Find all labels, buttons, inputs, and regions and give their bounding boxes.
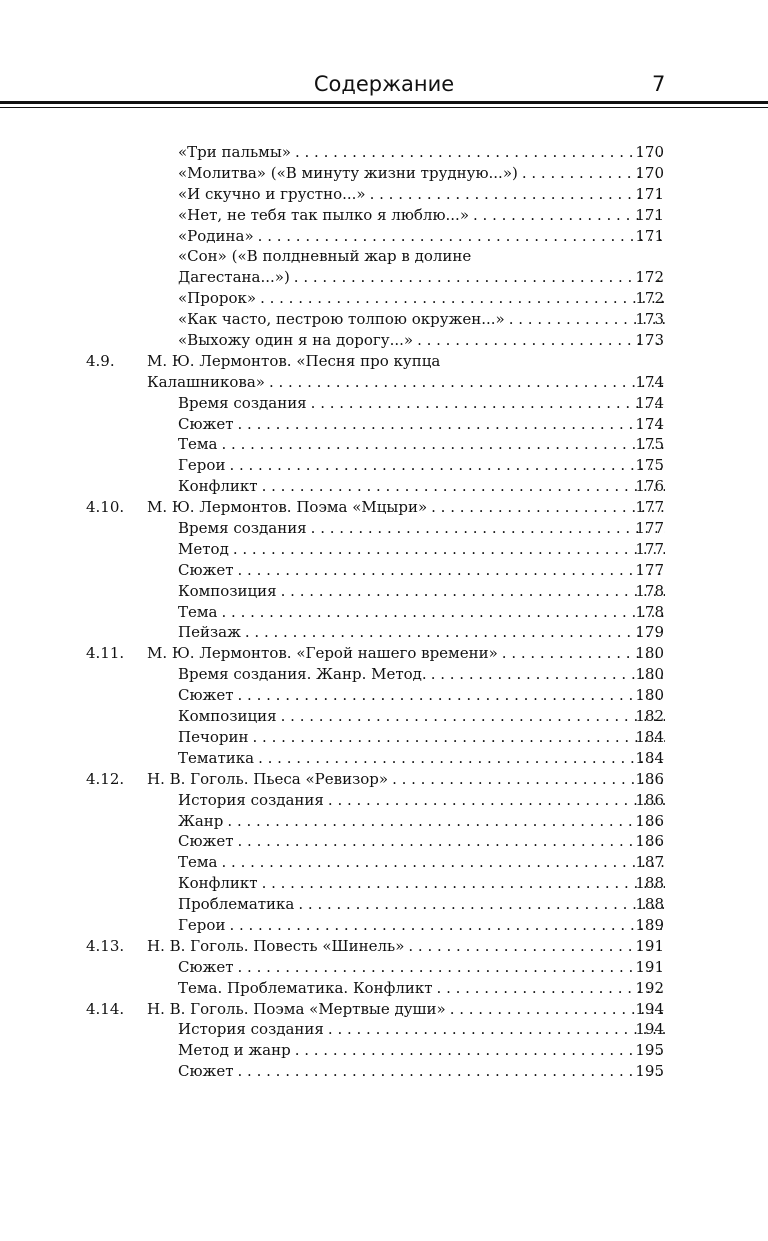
toc-entry [0,957,768,978]
table-of-contents [0,142,768,1082]
toc-section-number: 4.12. [86,769,125,788]
toc-entry-title: Композиция [178,581,277,600]
toc-page-number: 177 [635,560,664,579]
toc-entry-title: Конфликт [178,874,258,893]
toc-entry-title: Сюжет [178,686,234,705]
dot-leader [229,455,665,476]
toc-entry-text-wrap [178,581,665,602]
toc-section-entry [0,769,768,790]
toc-entry-text-wrap [178,852,665,873]
dot-leader [238,831,665,852]
toc-entry-title: «Как часто, пестрою толпою окружен...» [178,310,505,329]
toc-page-number: 174 [635,414,664,433]
toc-entry-text-wrap [178,831,665,852]
toc-page-number: 192 [635,978,664,997]
toc-page-number: 195 [635,1062,664,1081]
toc-page-number: 177 [635,498,664,517]
toc-entry-text-wrap [178,539,665,560]
toc-page-number: 194 [635,1020,664,1039]
toc-entry-title: М. Ю. Лермонтов. Поэма «Мцыри» [147,498,428,517]
toc-entry-text-wrap [178,184,665,205]
toc-page-number: 177 [635,539,664,558]
toc-entry-title: Сюжет [178,560,234,579]
toc-entry-text-wrap [178,727,665,748]
toc-entry [0,560,768,581]
toc-entry-text-wrap [178,602,665,623]
toc-entry-title: Тема [178,602,218,621]
toc-entry [0,873,768,894]
toc-entry-text-wrap [178,664,665,685]
dot-leader [392,769,665,790]
toc-entry [0,685,768,706]
toc-page-number: 180 [635,686,664,705]
toc-entry-title: М. Ю. Лермонтов. «Песня про купца [147,351,441,370]
toc-entry-title: Сюжет [178,414,234,433]
toc-entry [0,831,768,852]
toc-entry-title: Метод [178,539,229,558]
toc-entry-title: Тема [178,435,218,454]
toc-entry [0,455,768,476]
toc-entry-text-wrap [178,790,665,811]
toc-page-number: 172 [635,289,664,308]
dot-leader [295,142,665,163]
toc-entry-title: Композиция [178,707,277,726]
toc-page-number: 189 [635,915,664,934]
toc-entry-text-wrap [178,978,665,999]
toc-entry-title: Н. В. Гоголь. Повесть «Шинель» [147,936,405,955]
dot-leader [229,915,665,936]
toc-page-number: 187 [635,853,664,872]
toc-entry-title: Сюжет [178,1062,234,1081]
toc-page-number: 170 [635,143,664,161]
toc-page-number: 176 [635,477,664,496]
toc-entry-text-wrap [147,936,665,957]
toc-entry [0,978,768,999]
toc-entry-title: «Сон» («В полдневный жар в долине [178,247,472,266]
dot-leader [262,476,665,497]
toc-entry-title: «Три пальмы» [178,143,291,161]
toc-entry-text-wrap [178,748,665,769]
toc-entry-title: Тема [178,853,218,872]
toc-entry-title: Тема. Проблематика. Конфликт [178,978,433,997]
toc-entry-title: Тематика [178,748,255,767]
toc-entry [0,414,768,435]
toc-entry-title: История создания [178,790,324,809]
toc-entry-title: «Выхожу один я на дорогу...» [178,331,414,350]
toc-entry-title: Герои [178,915,226,934]
dot-leader [222,602,666,623]
toc-page-number: 174 [635,393,664,412]
toc-entry-text-wrap [178,393,665,414]
toc-entry [0,581,768,602]
dot-leader [222,852,666,873]
toc-page-number: 195 [635,1041,664,1060]
toc-page-number: 173 [635,331,664,350]
toc-entry [0,852,768,873]
page-number: 7 [652,72,666,96]
toc-entry-title: Время создания [178,393,307,412]
toc-entry-text-wrap [178,455,665,476]
toc-entry [0,163,768,184]
toc-entry-title: Время создания [178,519,307,538]
toc-entry [0,393,768,414]
toc-entry [0,288,768,309]
toc-entry-title: Герои [178,456,226,475]
toc-entry-text-wrap [178,685,665,706]
toc-entry-title: Сюжет [178,832,234,851]
toc-entry-text-wrap [178,1019,665,1040]
toc-section-entry [0,497,768,518]
toc-section-entry [0,372,768,393]
dot-leader [311,518,665,539]
toc-entry-title: Время создания. Жанр. Метод. [178,665,427,684]
toc-entry-text-wrap [147,643,665,664]
toc-entry [0,309,768,330]
toc-page-number: 188 [635,895,664,914]
toc-entry [0,226,768,247]
toc-page-number: 171 [635,184,664,203]
toc-page-number: 177 [635,519,664,538]
toc-page-number: 171 [635,205,664,224]
toc-entry-text-wrap [178,226,665,247]
dot-leader [227,811,665,832]
toc-section-entry [0,999,768,1020]
toc-entry-text-wrap [178,560,665,581]
toc-entry-title: Калашникова» [147,372,265,391]
toc-entry-title: «Пророк» [178,289,257,308]
toc-entry-title: Конфликт [178,477,258,496]
dot-leader [328,790,665,811]
dot-leader [269,372,665,393]
toc-entry [0,330,768,351]
toc-entry-title: «И скучно и грустно...» [178,184,366,203]
dot-leader [222,434,666,455]
toc-entry [0,790,768,811]
toc-section-number: 4.13. [86,936,125,955]
toc-entry [0,602,768,623]
toc-page-number: 173 [635,310,664,329]
toc-page-number: 178 [635,602,664,621]
toc-entry [0,518,768,539]
toc-entry-title: Жанр [178,811,224,830]
toc-entry [0,664,768,685]
toc-entry-title: Пейзаж [178,623,241,642]
toc-entry [0,811,768,832]
dot-leader [311,393,665,414]
toc-page-number: 178 [635,581,664,600]
toc-entry-text-wrap [147,999,665,1020]
toc-entry [0,1019,768,1040]
toc-entry [0,205,768,226]
toc-entry-text-wrap [178,205,665,226]
toc-section-entry [0,351,768,372]
toc-page-number: 194 [635,999,664,1018]
dot-leader [281,706,665,727]
toc-page-number: 182 [635,707,664,726]
toc-page-number: 186 [635,769,664,788]
toc-entry-text-wrap [178,434,665,455]
toc-page-number: 180 [635,665,664,684]
toc-entry-text-wrap [178,811,665,832]
toc-page-number: 184 [635,748,664,767]
toc-entry [0,622,768,643]
toc-entry-text-wrap [147,497,665,518]
header-rule-thick [0,101,768,104]
toc-page-number: 191 [635,936,664,955]
dot-leader [370,184,665,205]
toc-page-number: 179 [635,623,664,642]
toc-entry [0,246,768,267]
toc-section-number: 4.11. [86,644,125,663]
dot-leader [281,581,665,602]
toc-page-number: 174 [635,372,664,391]
dot-leader [417,330,665,351]
dot-leader [253,727,665,748]
toc-entry-text-wrap [178,163,665,184]
toc-entry-text-wrap [178,414,665,435]
dot-leader [298,894,665,915]
toc-entry-text-wrap [178,309,665,330]
dot-leader [233,539,665,560]
toc-entry-title: Сюжет [178,957,234,976]
toc-entry-text-wrap [147,372,665,393]
toc-entry-text-wrap [178,142,665,163]
toc-page-number: 191 [635,957,664,976]
toc-entry [0,267,768,288]
toc-page-number: 186 [635,790,664,809]
dot-leader [328,1019,665,1040]
dot-leader [238,1061,665,1082]
page-title: Содержание [313,72,455,96]
toc-entry [0,434,768,455]
page-header [0,0,768,110]
dot-leader [258,748,665,769]
dot-leader [258,226,665,247]
toc-page-number: 172 [635,268,664,287]
toc-entry-title: История создания [178,1020,324,1039]
toc-entry-text-wrap [147,769,665,790]
toc-entry-title: М. Ю. Лермонтов. «Герой нашего времени» [147,644,498,663]
toc-entry [0,748,768,769]
dot-leader [295,1040,665,1061]
toc-entry-text-wrap [147,351,440,372]
toc-entry [0,706,768,727]
toc-entry-text-wrap [178,1040,665,1061]
toc-entry-title: «Нет, не тебя так пылко я люблю...» [178,205,469,224]
dot-leader [238,560,665,581]
toc-entry-title: «Молитва» («В минуту жизни трудную...») [178,163,518,182]
toc-entry-text-wrap [178,330,665,351]
dot-leader [260,288,665,309]
toc-entry-title: «Родина» [178,226,254,245]
header-rule-thin [0,107,768,108]
toc-entry [0,1040,768,1061]
toc-page-number: 186 [635,832,664,851]
toc-entry [0,539,768,560]
toc-entry-title: Печорин [178,727,249,746]
toc-page-number: 186 [635,811,664,830]
toc-page-number: 180 [635,644,664,663]
toc-entry-text-wrap [178,873,665,894]
toc-page-number: 171 [635,226,664,245]
toc-entry [0,476,768,497]
toc-entry-text-wrap [178,915,665,936]
toc-entry [0,894,768,915]
dot-leader [262,873,665,894]
toc-section-entry [0,936,768,957]
toc-section-number: 4.14. [86,999,125,1018]
toc-entry-text-wrap [178,476,665,497]
toc-entry-text-wrap [178,622,665,643]
toc-entry-text-wrap [178,246,471,267]
toc-page-number: 175 [635,456,664,475]
dot-leader [408,936,665,957]
dot-leader [294,267,665,288]
toc-entry [0,142,768,163]
toc-section-number: 4.9. [86,351,115,370]
toc-section-entry [0,643,768,664]
toc-entry [0,1061,768,1082]
toc-entry-text-wrap [178,957,665,978]
toc-entry-title: Дагестана...») [178,268,290,287]
toc-page-number: 188 [635,874,664,893]
toc-page-number: 175 [635,435,664,454]
toc-entry-title: Н. В. Гоголь. Пьеса «Ревизор» [147,769,389,788]
toc-entry [0,184,768,205]
toc-entry-title: Н. В. Гоголь. Поэма «Мертвые души» [147,999,446,1018]
dot-leader [238,414,665,435]
toc-page-number: 170 [635,163,664,182]
toc-entry-text-wrap [178,267,665,288]
toc-entry [0,915,768,936]
toc-entry-text-wrap [178,894,665,915]
toc-entry-text-wrap [178,706,665,727]
toc-page-number: 184 [635,727,664,746]
toc-entry-title: Проблематика [178,895,295,914]
dot-leader [238,957,665,978]
dot-leader [245,622,665,643]
toc-section-number: 4.10. [86,498,125,517]
toc-entry [0,727,768,748]
toc-entry-text-wrap [178,288,665,309]
toc-entry-text-wrap [178,1061,665,1082]
toc-entry-title: Метод и жанр [178,1041,291,1060]
dot-leader [238,685,665,706]
toc-entry-text-wrap [178,518,665,539]
